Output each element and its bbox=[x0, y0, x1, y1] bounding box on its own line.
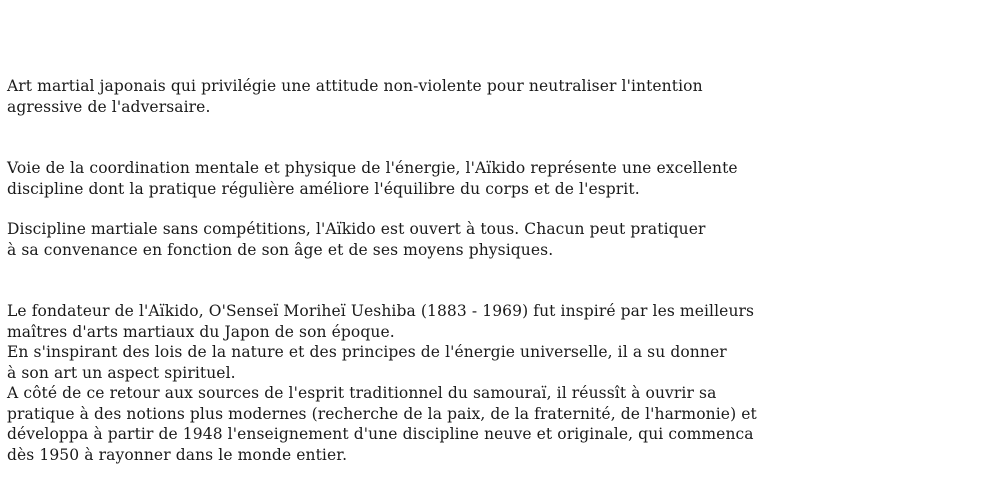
paragraph-definition: Art martial japonais qui privilégie une attitude non-violente pour neutraliser l'intention agressive de l'adversaire. bbox=[7, 77, 703, 116]
paragraph-coordination: Voie de la coordination mentale et physique de l'énergie, l'Aïkido représente une excellente discipline dont la pratique régulière améliore l'équilibre du corps et de l'esprit. bbox=[7, 159, 738, 198]
paragraph-founder-history: Le fondateur de l'Aïkido, O'Senseï Moriheï Ueshiba (1883 - 1969) fut inspiré par les meilleurs maîtres d'arts martiaux du Japon de son époque. En s'inspirant des lois de la nature et des principes de l'énergie universelle, il a su donner à son art un aspect spirituel. A côté de ce retour aux sources de l'esprit traditionnel du samouraï, il réussît à ouvrir sa pratique à des notions plus modernes (recherche de la paix, de la fraternité, de l'harmonie) et développa à partir de 1948 l'enseignement d'une discipline neuve et originale, qui commenca dès 1950 à rayonner dans le monde entier. bbox=[7, 302, 757, 464]
paragraph-accessibility: Discipline martiale sans compétitions, l'Aïkido est ouvert à tous. Chacun peut pratiquer à sa convenance en fonction de son âge et de ses moyens physiques. bbox=[7, 220, 706, 259]
